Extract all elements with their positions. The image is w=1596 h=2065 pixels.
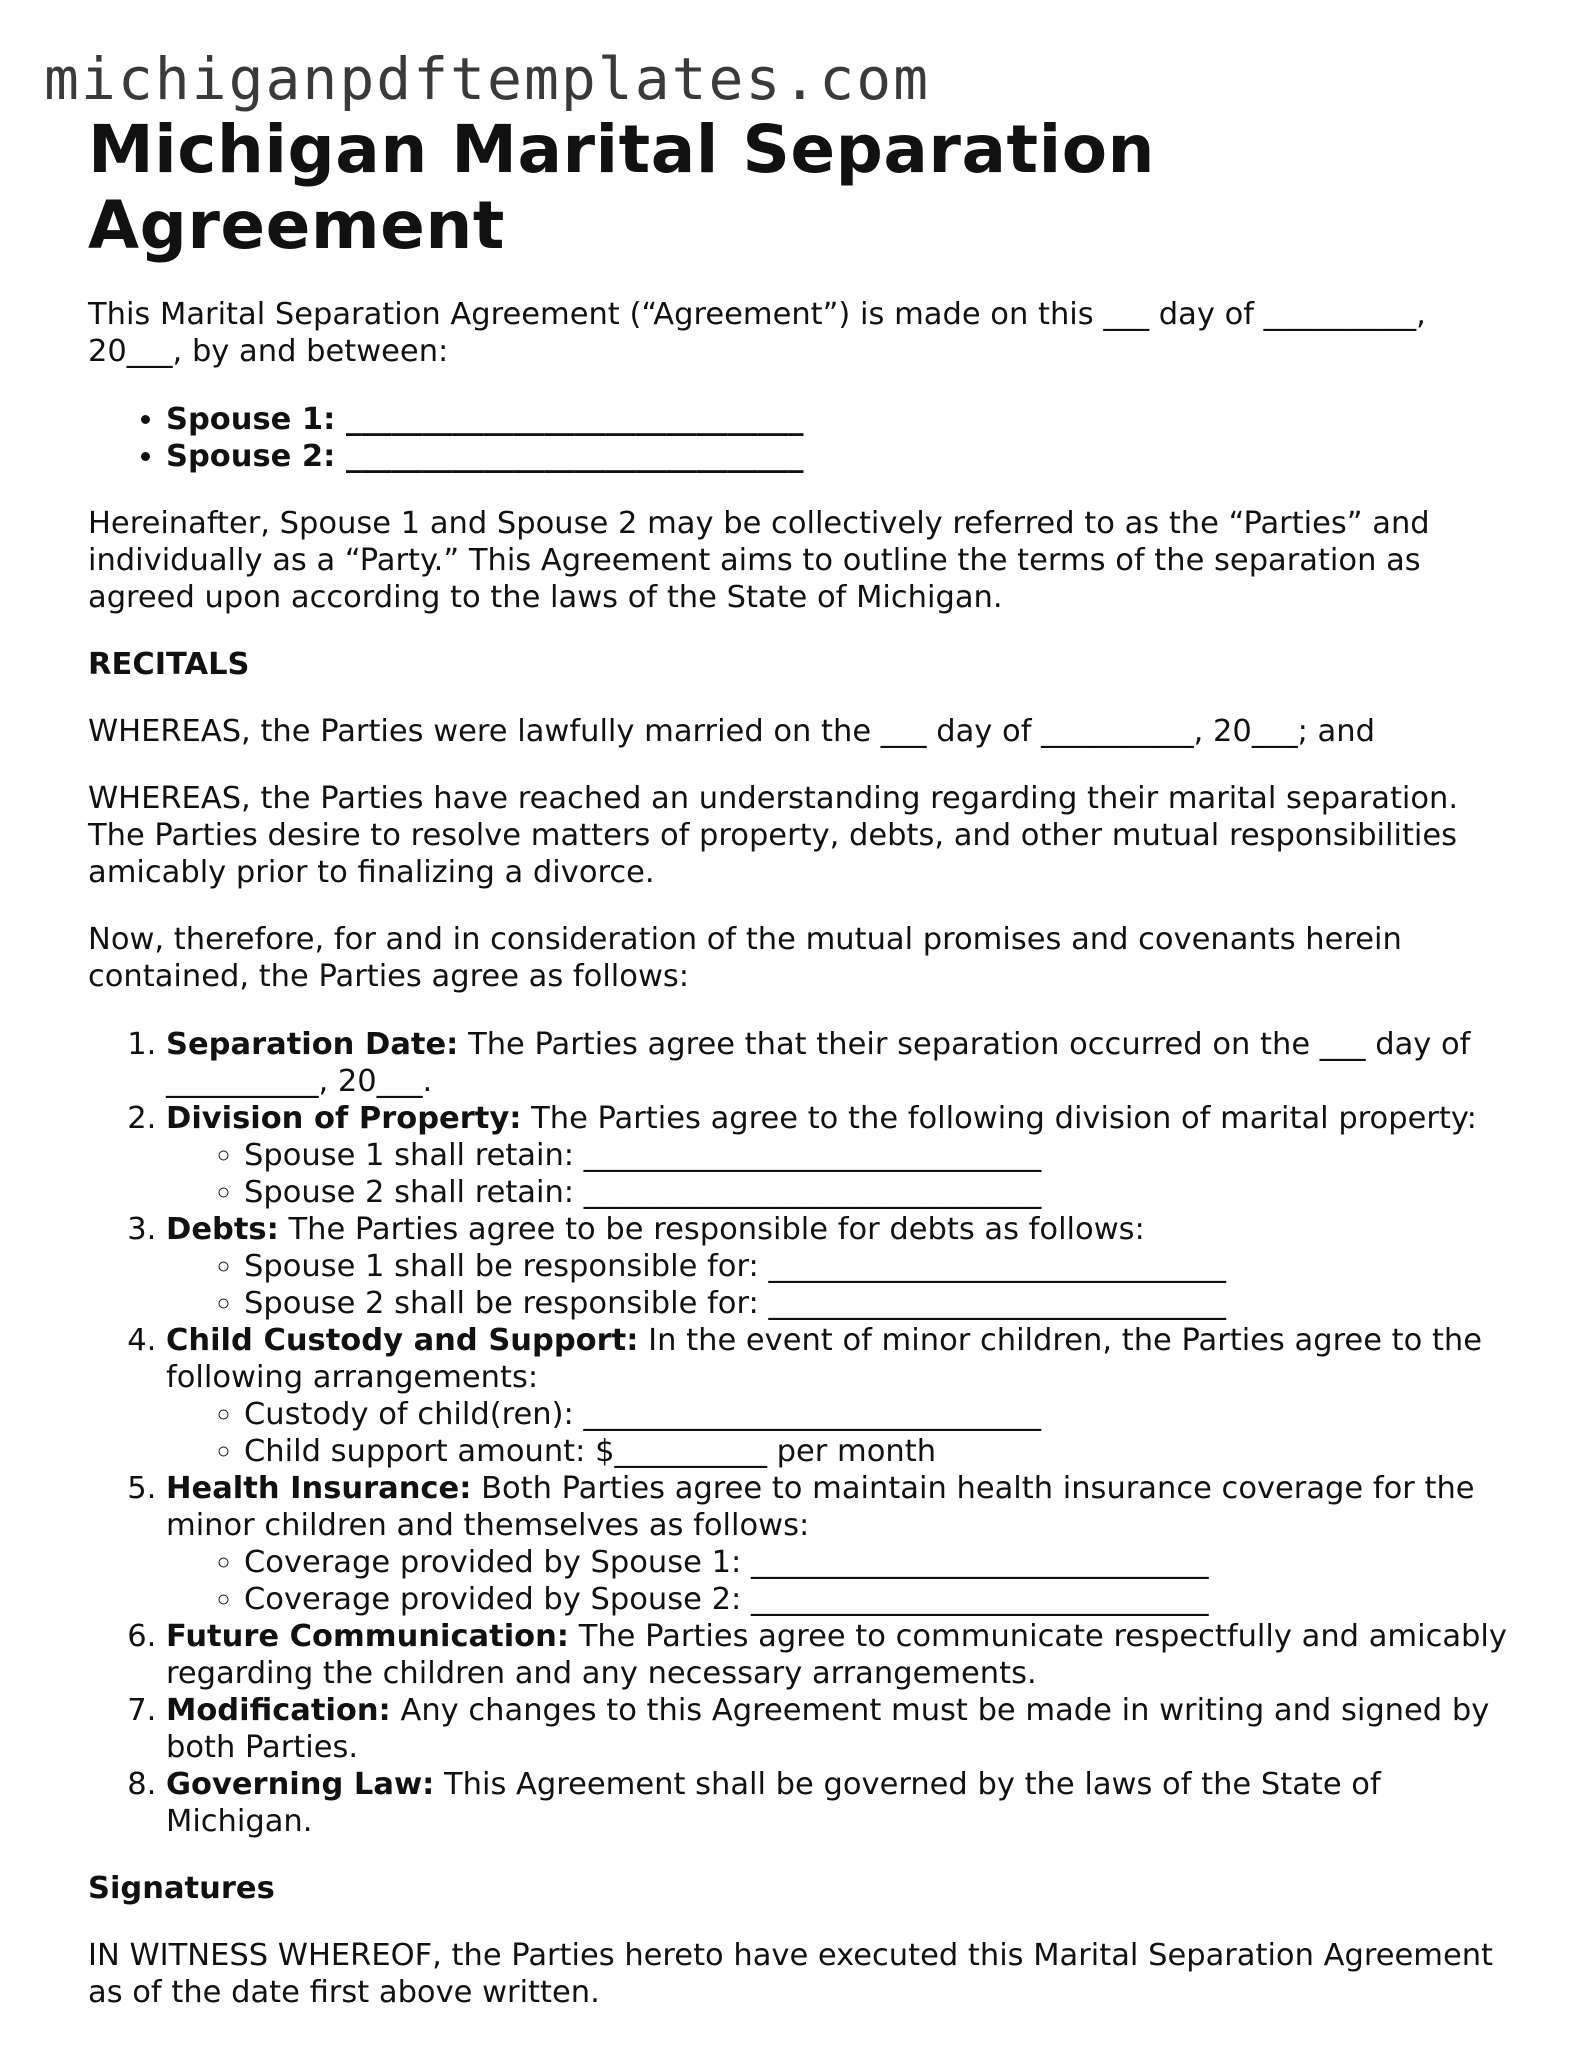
term-title: Separation Date:	[166, 1026, 459, 1062]
term-text: The Parties agree to the following division of marital property:	[521, 1100, 1477, 1136]
recitals-heading: RECITALS	[88, 646, 250, 682]
sub-item: ◦ Spouse 1 shall retain: ______________________________	[244, 1137, 1518, 1174]
term-title: Modification:	[166, 1692, 391, 1728]
hereinafter-paragraph: Hereinafter, Spouse 1 and Spouse 2 may be collectively referred to as the “Parties” and individually as a “Party.” This Agreement aims to outline the terms of the separation as agreed upon according to the laws of the State of Michigan.	[88, 505, 1430, 615]
term-text: In the event of minor children, the Parties agree to the following arrangements:	[166, 1322, 1483, 1395]
intro-paragraph: This Marital Separation Agreement (“Agreement”) is made on this ___ day of __________, 20___, by and between:	[88, 296, 1426, 369]
term-item	[166, 1692, 1518, 1766]
term-title: Health Insurance:	[166, 1470, 472, 1506]
term-text: Any changes to this Agreement must be made in writing and signed by both Parties.	[166, 1692, 1490, 1765]
witness-paragraph: IN WITNESS WHEREOF, the Parties hereto have executed this Marital Separation Agreement as of the date first above written.	[88, 1937, 1493, 2010]
spouse-1-blank: ______________________________	[345, 401, 804, 437]
document-title: Michigan Marital Separation Agreement	[88, 111, 1156, 264]
term-title: Governing Law:	[166, 1766, 435, 1802]
term-item	[166, 1211, 1518, 1322]
term-title: Child Custody and Support:	[166, 1322, 639, 1358]
term-item	[166, 1766, 1518, 1840]
term-item	[166, 1100, 1518, 1211]
document-body	[88, 112, 1518, 2011]
term-item	[166, 1322, 1518, 1470]
sub-item: ◦ Spouse 2 shall be responsible for: ______________________________	[244, 1285, 1518, 1322]
term-text: Both Parties agree to maintain health insurance coverage for the minor children and themselves as follows:	[166, 1470, 1475, 1543]
term-title: Debts:	[166, 1211, 279, 1247]
term-item	[166, 1470, 1518, 1618]
spouse-2-item	[166, 438, 1518, 475]
watermark: michiganpdftemplates.com	[44, 45, 931, 113]
term-text: The Parties agree to communicate respectfully and amicably regarding the children and any necessary arrangements.	[166, 1618, 1507, 1691]
spouse-1-item	[166, 401, 1518, 438]
term-text: The Parties agree to be responsible for debts as follows:	[278, 1211, 1145, 1247]
signatures-heading: Signatures	[88, 1870, 275, 1906]
sub-item: ◦ Child support amount: $__________ per month	[244, 1433, 1518, 1470]
term-sublist	[166, 1396, 1518, 1470]
term-item	[166, 1618, 1518, 1692]
term-text: This Agreement shall be governed by the laws of the State of Michigan.	[166, 1766, 1381, 1839]
term-text: The Parties agree that their separation occurred on the ___ day of __________, 20___.	[166, 1026, 1471, 1099]
whereas-married: WHEREAS, the Parties were lawfully married on the ___ day of __________, 20___; and	[88, 713, 1375, 749]
term-sublist	[166, 1248, 1518, 1322]
term-title: Division of Property:	[166, 1100, 522, 1136]
term-sublist	[166, 1137, 1518, 1211]
terms-list	[88, 1026, 1518, 1840]
spouse-label: Spouse 2:	[166, 438, 336, 474]
sub-item: ◦ Coverage provided by Spouse 2: ______________________________	[244, 1581, 1518, 1618]
term-sublist	[166, 1544, 1518, 1618]
term-item	[166, 1026, 1518, 1100]
sub-item: ◦ Custody of child(ren): ______________________________	[244, 1396, 1518, 1433]
spouse-2-blank: ______________________________	[345, 438, 804, 474]
spouse-label: Spouse 1:	[166, 401, 336, 437]
now-therefore-paragraph: Now, therefore, for and in consideration of the mutual promises and covenants herein contained, the Parties agree as follows:	[88, 921, 1402, 994]
whereas-understanding: WHEREAS, the Parties have reached an understanding regarding their marital separation. The Parties desire to resolve matters of property, debts, and other mutual responsibilities amicably prior to finalizing a divorce.	[88, 780, 1459, 890]
sub-item: ◦ Coverage provided by Spouse 1: ______________________________	[244, 1544, 1518, 1581]
spouse-list	[88, 401, 1518, 475]
term-title: Future Communication:	[166, 1618, 570, 1654]
sub-item: ◦ Spouse 1 shall be responsible for: ______________________________	[244, 1248, 1518, 1285]
sub-item: ◦ Spouse 2 shall retain: ______________________________	[244, 1174, 1518, 1211]
